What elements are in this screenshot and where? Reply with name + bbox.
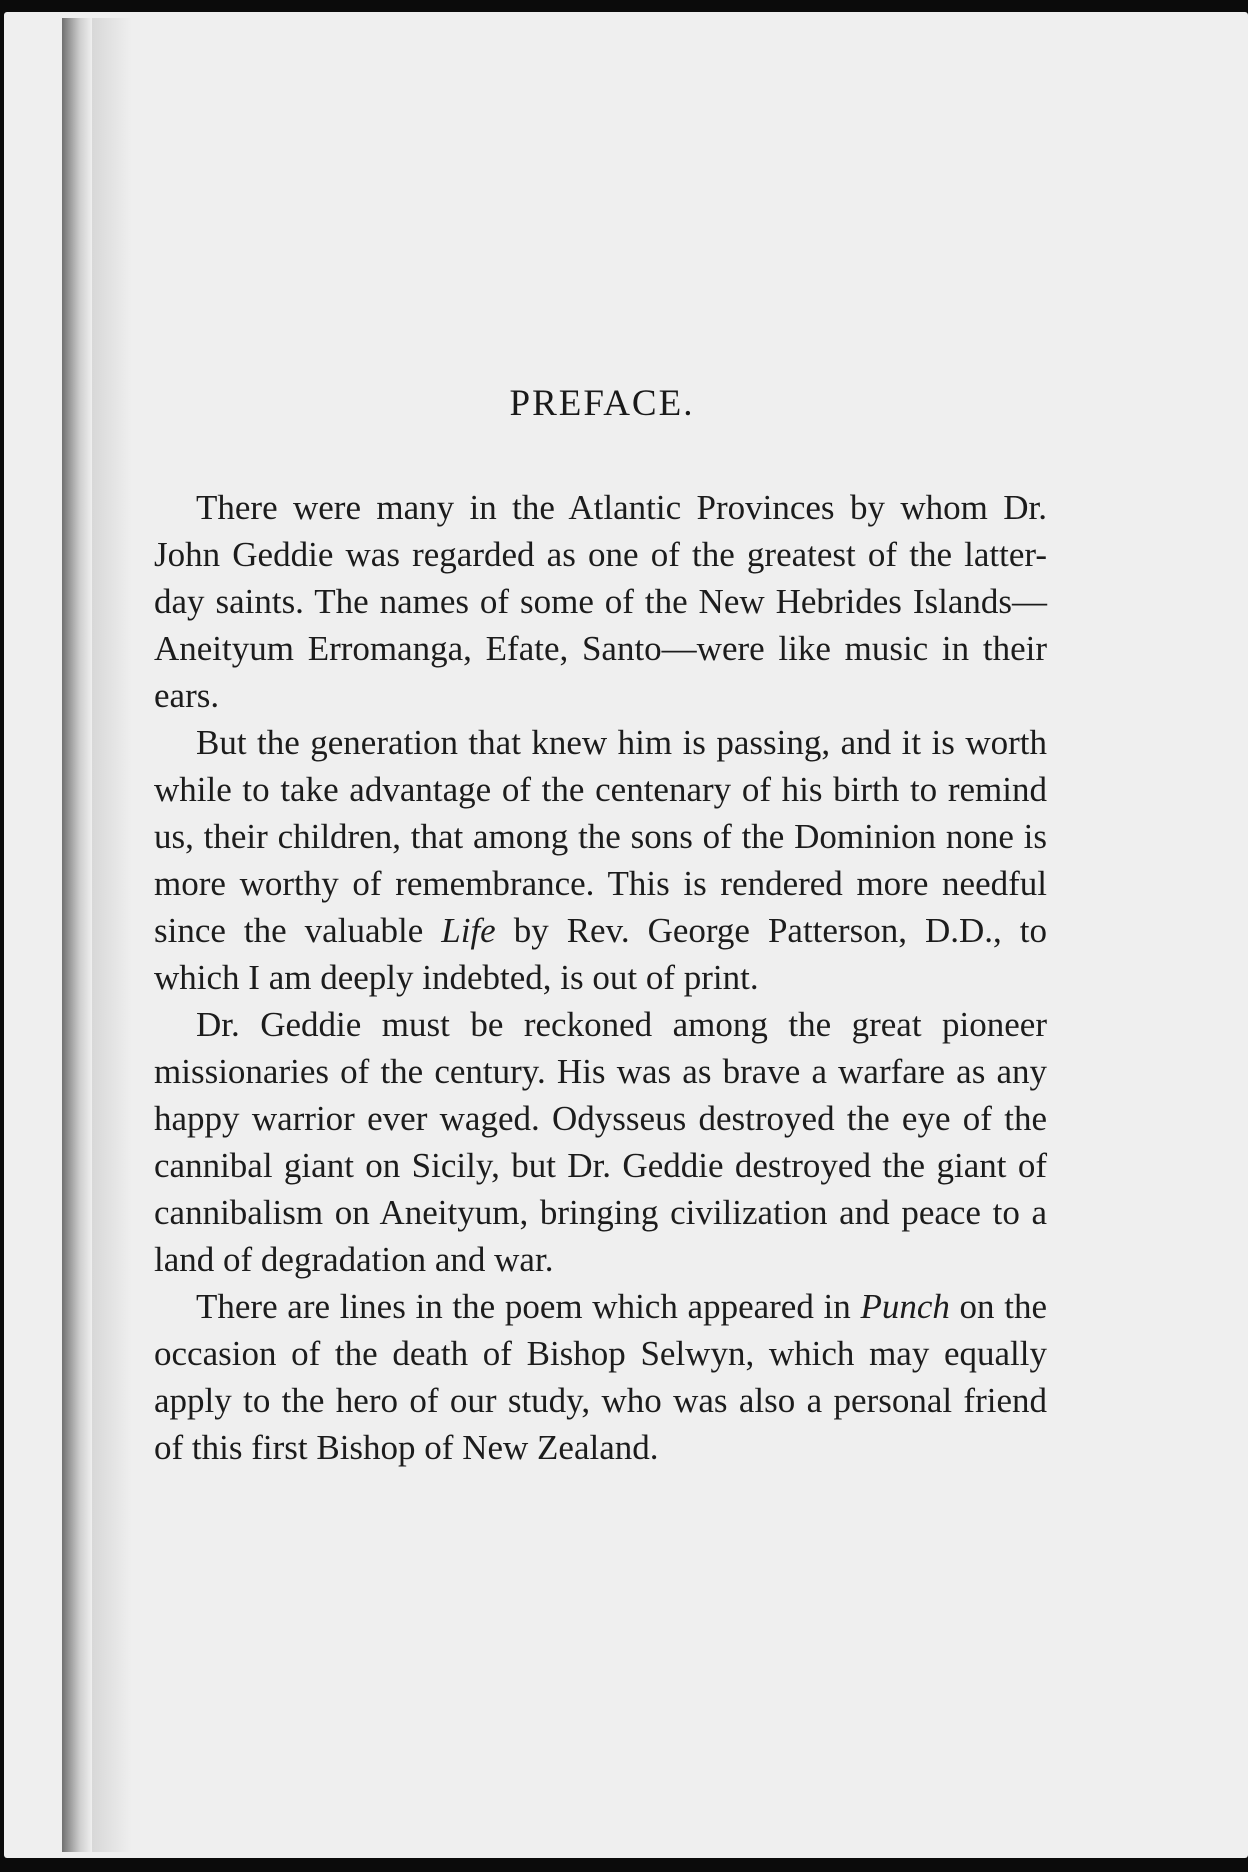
page-title: PREFACE. <box>509 383 695 424</box>
book-page <box>4 12 1248 1858</box>
preface-paragraph <box>154 1001 1047 1283</box>
preface-paragraph <box>154 1283 1047 1471</box>
preface-body <box>154 484 1047 1471</box>
italic-title-text: Life <box>441 911 496 950</box>
paragraph-text: But the generation that knew him is passing, and it is worth while to take advantage of the centenary of his birth to remind us, their children, that among the sons of the Dominion none is more worthy of remembrance. This is rendered more needful since the valuable <box>154 723 1047 950</box>
gutter-fade <box>92 18 132 1852</box>
paragraph-text: There are lines in the poem which appeared in <box>196 1287 861 1326</box>
preface-paragraph <box>154 719 1047 1001</box>
binding-gutter-shadow <box>62 18 92 1852</box>
paragraph-text: There were many in the Atlantic Provinces by whom Dr. John Geddie was regarded as one of the greatest of the latter-day saints. The names of some of the New Hebrides Islands—Aneityum Erromanga, Efate, Santo—were like music in their ears. <box>154 488 1047 715</box>
paragraph-text: by Rev. George Patterson, D.D., to which I am deeply indebted, is out of print. <box>154 911 1047 997</box>
preface-paragraph <box>154 484 1047 719</box>
paragraph-text: on the occasion of the death of Bishop Selwyn, which may equally apply to the hero of our study, who was also a personal friend of this first Bishop of New Zealand. <box>154 1287 1047 1467</box>
italic-title-text: Punch <box>860 1287 950 1326</box>
paragraph-text: Dr. Geddie must be reckoned among the great pioneer missionaries of the century. His was as brave a warfare as any happy warrior ever waged. Odysseus destroyed the eye of the cannibal giant on Sicily, but Dr. Geddie destroyed the giant of cannibalism on Aneityum, bringing civilization and peace to a land of degradation and war. <box>154 1005 1047 1279</box>
